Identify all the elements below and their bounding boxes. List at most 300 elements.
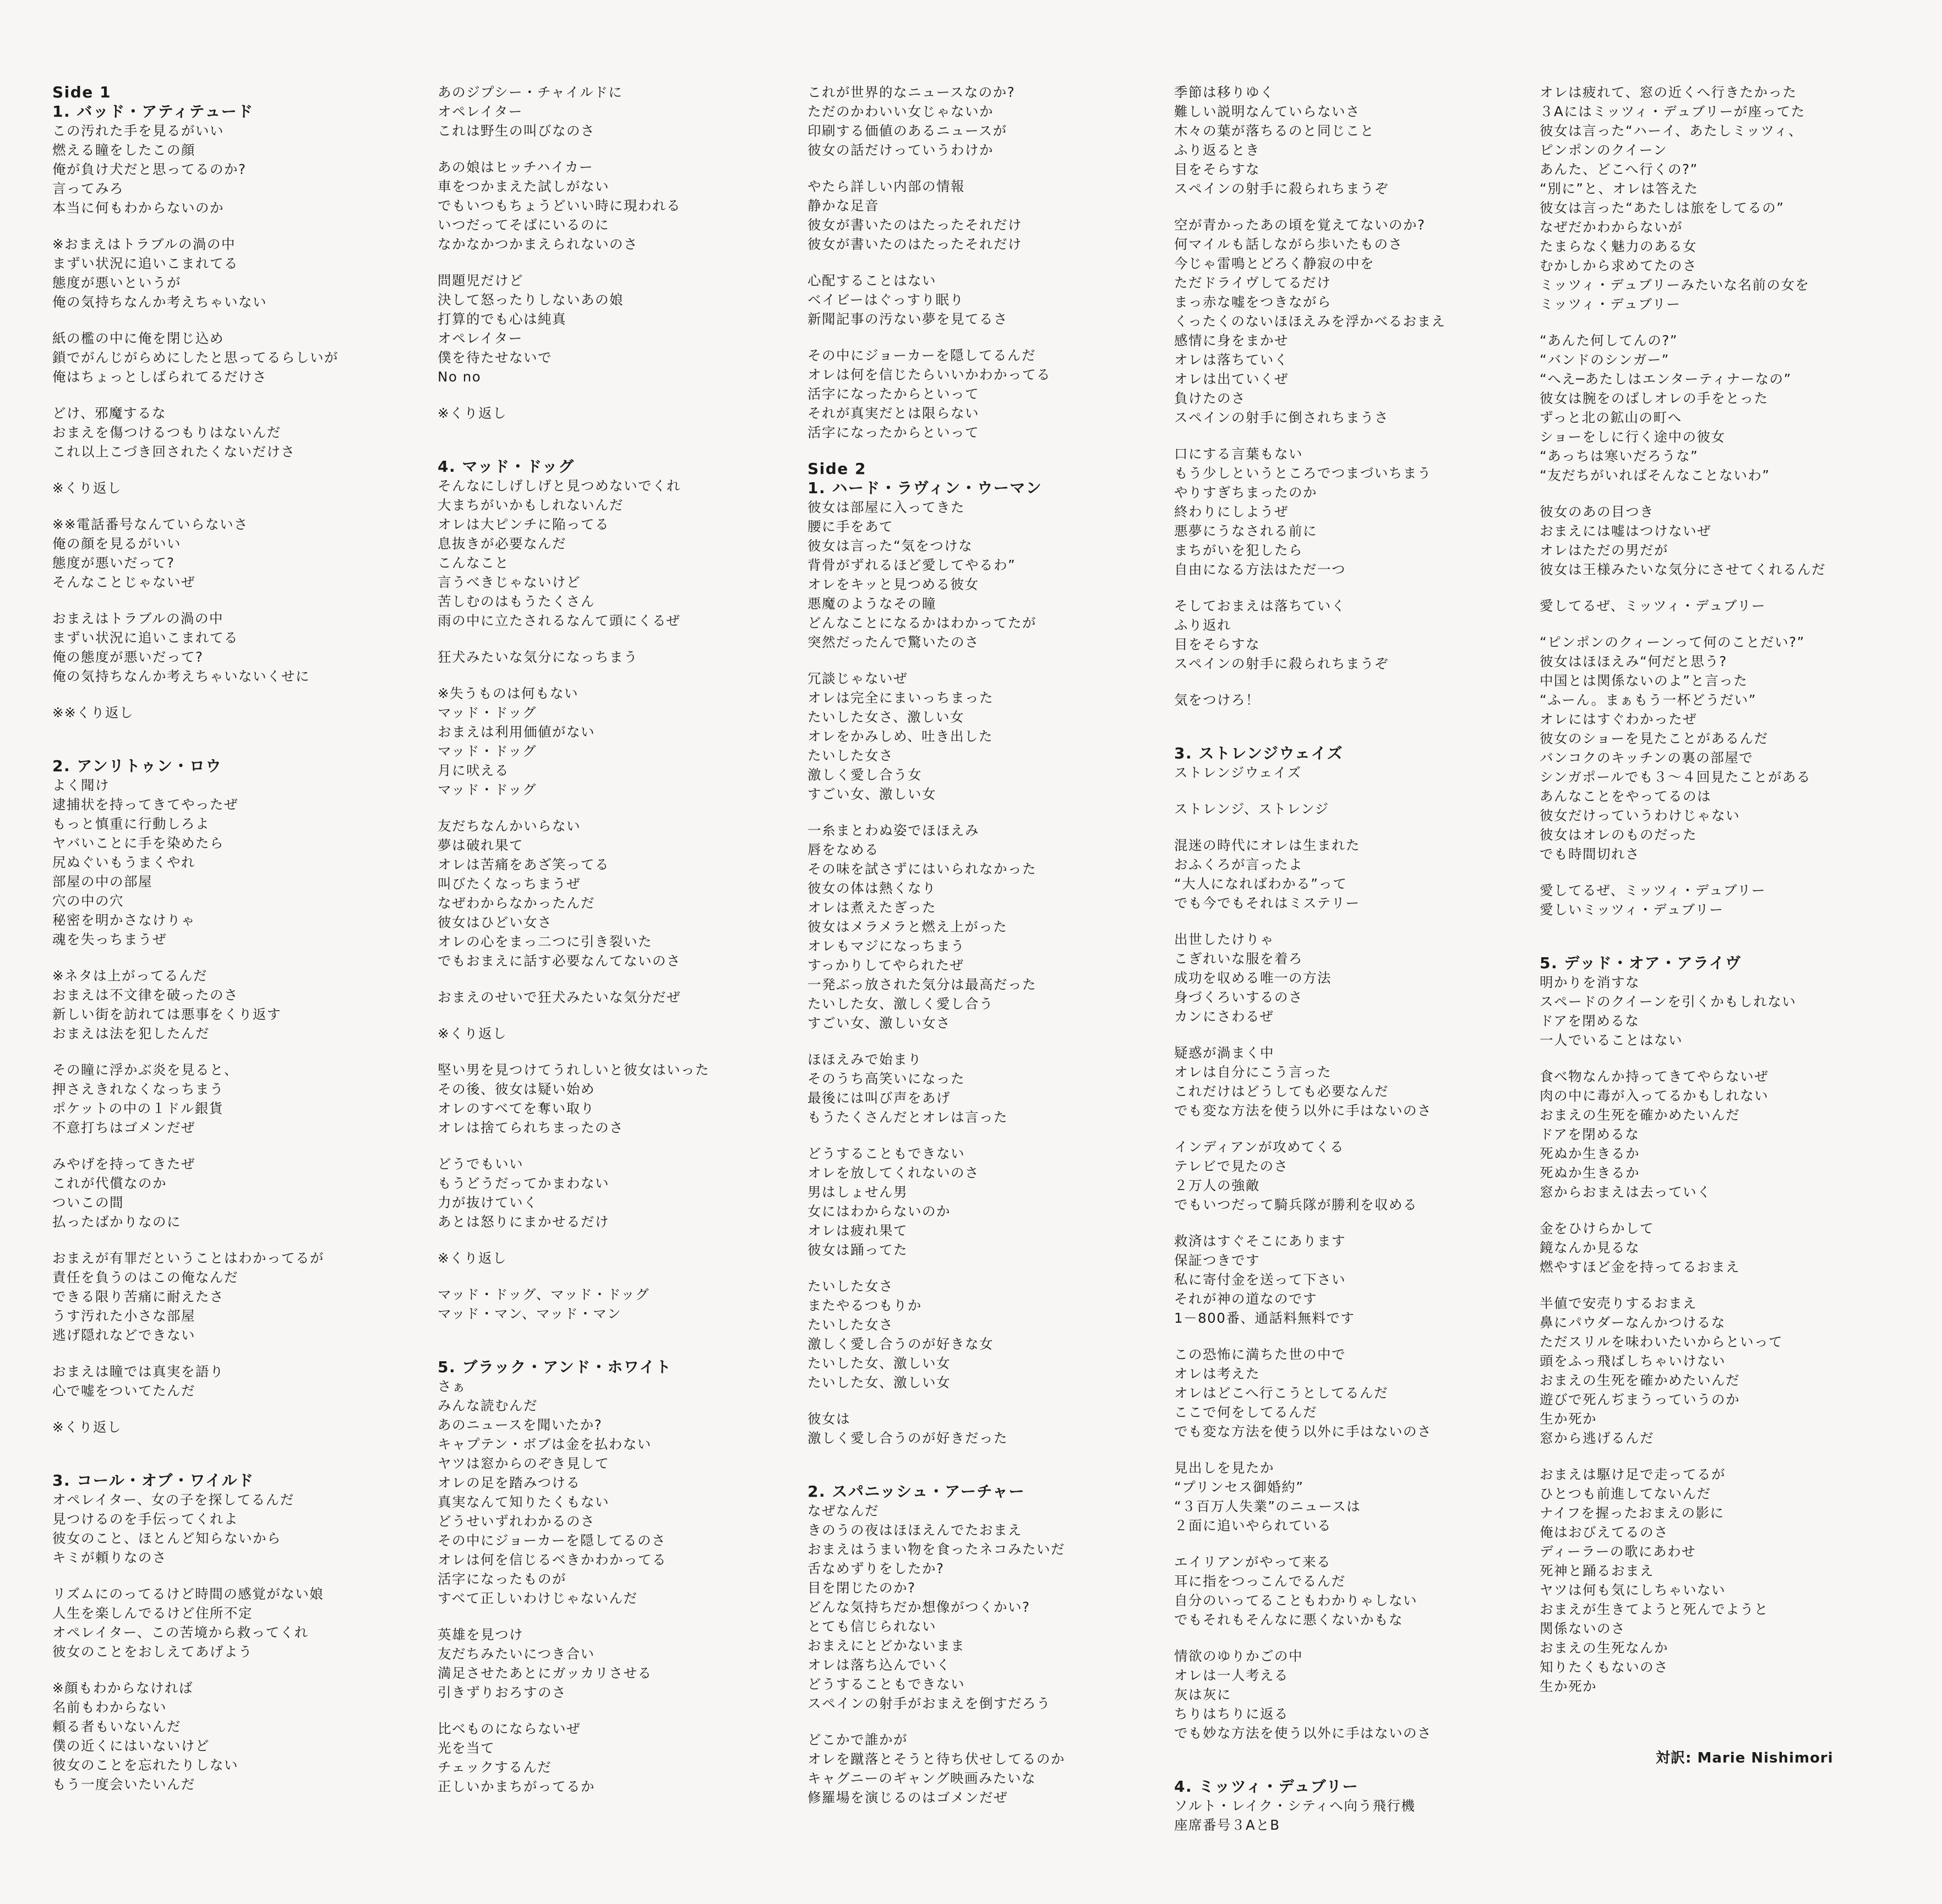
- stanza-gap: [52, 949, 405, 966]
- lyric-line: これ以上こづき回されたくないだけさ: [52, 444, 296, 460]
- stanza-gap: [52, 1043, 405, 1060]
- lyric-line: オレは苦痛をあざ笑ってる: [438, 856, 609, 872]
- lyric-line: 堅い男を見つけてうれしいと彼女はいった: [438, 1062, 710, 1078]
- lyric-line: 払ったばかりなのに: [52, 1214, 181, 1230]
- lyric-line: 言うべきじゃないけど: [438, 574, 581, 590]
- lyric-line: 季節は移りゆく: [1174, 84, 1274, 100]
- lyric-line: 一糸まとわぬ姿でほほえみ: [808, 822, 979, 838]
- stanza-gap: [52, 1231, 405, 1248]
- lyric-line: ３Aにはミッツィ・デュブリーが座ってた: [1540, 103, 1805, 119]
- song-title: 5. デッド・オア・アライヴ: [1540, 954, 1742, 972]
- lyric-line: ドアを閉めるな: [1540, 1126, 1640, 1142]
- lyric-line: 難しい説明なんていらないさ: [1174, 103, 1360, 119]
- lyric-line: 彼女だけっていうわけじゃない: [1540, 808, 1740, 823]
- stanza-gap: [808, 1259, 1160, 1276]
- stanza-gap: [808, 1713, 1160, 1730]
- lyric-line: ※ネタは上がってるんだ: [52, 968, 208, 984]
- stanza-gap: [52, 1400, 405, 1417]
- lyric-line: これが代償なのか: [52, 1175, 167, 1191]
- lyric-line: オレは大ピンチに陥ってる: [438, 516, 609, 532]
- lyric-line: 狂犬みたいな気分になっちまう: [438, 649, 638, 665]
- song-title: 1. バッド・アティテュード: [52, 102, 254, 121]
- lyric-line: 冗談じゃないぜ: [808, 670, 908, 686]
- lyric-line: 紙の檻の中に俺を閉じ込め: [52, 330, 224, 346]
- lyric-line: オレもマジになっちまう: [808, 938, 965, 954]
- lyric-line: オレはどこへ行こうとしてるんだ: [1174, 1385, 1389, 1401]
- lyric-line: 力が抜けていく: [438, 1194, 538, 1210]
- lyric-line: スペインの射手に殺られちまうぞ: [1174, 181, 1389, 197]
- lyric-line: もう一度会いたいんだ: [52, 1776, 195, 1792]
- lyric-line: おまえが有罪だということはわかってるが: [52, 1250, 324, 1266]
- lyric-line: 愛してるぜ、ミッツィ・デュブリー: [1540, 882, 1766, 898]
- lyric-line: どんな気持ちだか想像がつくかい?: [808, 1599, 1030, 1615]
- lyric-line: でも変な方法を使う以外に手はないのさ: [1174, 1423, 1432, 1439]
- lyric-line: たいした女さ: [808, 1317, 893, 1333]
- stanza-gap: [438, 1137, 790, 1154]
- lyric-line: 疑惑が渦まく中: [1174, 1045, 1274, 1061]
- stanza-gap: [1174, 710, 1526, 727]
- lyric-line: よく聞け: [52, 777, 110, 793]
- lyric-line: でもそれもそんなに悪くないかもな: [1174, 1612, 1403, 1628]
- lyric-line: 最後には叫び声をあげ: [808, 1090, 951, 1106]
- lyric-line: ※くり返し: [438, 1250, 508, 1266]
- lyric-line: すっかりしてやられたぜ: [808, 957, 964, 973]
- lyric-line: 窓から逃げるんだ: [1540, 1430, 1654, 1446]
- lyric-line: 見出しを見たか: [1174, 1460, 1274, 1476]
- lyric-line: たいした女、激しい女: [808, 1374, 951, 1390]
- lyric-line: 俺はおびえてるのさ: [1540, 1524, 1668, 1540]
- song-title: 2. スパニッシュ・アーチャー: [808, 1482, 1025, 1501]
- lyric-line: 打算的でも心は純真: [438, 311, 566, 327]
- stanza-gap: [1174, 427, 1526, 444]
- lyric-line: すごい女、激しい女: [808, 786, 936, 802]
- lyric-line: ストレンジ、ストレンジ: [1174, 801, 1329, 817]
- lyric-line: おまえの生死なんか: [1540, 1640, 1668, 1656]
- lyric-line: “ピンポンのクィーンって何のことだい?”: [1540, 634, 1805, 650]
- lyric-line: 彼女のショーを見たことがあるんだ: [1540, 730, 1769, 746]
- lyric-line: 新聞記事の汚ない夢を見てるさ: [808, 311, 1008, 327]
- lyric-line: 部屋の中の部屋: [52, 874, 152, 890]
- lyric-line: マッド・ドッグ、マッド・ドッグ: [438, 1286, 650, 1302]
- lyric-line: 光を当て: [438, 1740, 495, 1756]
- lyric-line: 彼女はひどい女さ: [438, 914, 552, 930]
- lyric-line: どうでもいい: [438, 1156, 523, 1172]
- stanza-gap: [438, 386, 790, 403]
- lyric-line: 俺の態度が悪いだって?: [52, 649, 204, 665]
- lyric-line: 彼女はほほえみ“何だと思う?: [1540, 653, 1727, 669]
- lyric-line: インディアンが攻めてくる: [1174, 1139, 1345, 1155]
- stanza-gap: [808, 652, 1160, 669]
- lyric-line: 私に寄付金を送って下さい: [1174, 1272, 1346, 1287]
- lyric-line: “バンドのシンガー”: [1540, 352, 1670, 368]
- lyric-line: 激しく愛し合う女: [808, 767, 922, 783]
- lyric-line: 満足させたあとにガッカリさせる: [438, 1665, 652, 1681]
- lyric-line: オレは落ち込んでいく: [808, 1657, 951, 1673]
- lyric-line: 押さえきれなくなっちまう: [52, 1081, 224, 1097]
- lyric-line: 成功を収める唯一の方法: [1174, 970, 1332, 986]
- lyric-line: 食べ物なんか持ってきてやらないぜ: [1540, 1068, 1769, 1084]
- lyric-line: 彼女は踊ってた: [808, 1242, 908, 1258]
- lyric-line: それが真実だとは限らない: [808, 405, 979, 421]
- lyric-line: 背骨がずれるほど愛してやるわ”: [808, 557, 1016, 573]
- lyric-line: 鼻にパウダーなんかつけるな: [1540, 1314, 1726, 1330]
- lyric-line: 苦しむのはもうたくさん: [438, 593, 595, 609]
- lyric-line: なぜなんだ: [808, 1503, 879, 1519]
- lyric-line: 印刷する価値のあるニュースが: [808, 123, 1007, 139]
- lyric-line: “友だちがいればそんなことないわ”: [1540, 467, 1770, 483]
- stanza-gap: [1174, 1760, 1526, 1777]
- lyric-line: すごい女、激しい女さ: [808, 1015, 951, 1031]
- stanza-gap: [808, 1448, 1160, 1465]
- lyric-line: これは野生の叫びなのさ: [438, 123, 595, 139]
- lyric-line: 終わりにしようぜ: [1174, 504, 1289, 520]
- lyric-line: 真実なんて知りたくもない: [438, 1494, 609, 1510]
- lyric-line: こんなこと: [438, 555, 509, 571]
- lyric-line: なぜわからなかったんだ: [438, 895, 595, 911]
- stanza-gap: [808, 329, 1160, 346]
- lyric-line: “プリンセス御婚約”: [1174, 1479, 1304, 1495]
- lyric-line: “別に”と、オレは答えた: [1540, 181, 1699, 197]
- lyric-line: ２面に追いやられている: [1174, 1518, 1332, 1534]
- lyric-line: “へえ─あたしはエンターティナーなの”: [1540, 371, 1792, 387]
- lyric-line: 突然だったんで驚いたのさ: [808, 634, 979, 650]
- stanza-gap: [1540, 485, 1892, 502]
- lyric-line: スペインの射手に殺られちまうぞ: [1174, 656, 1389, 672]
- lyric-line: オペレイター: [438, 330, 523, 346]
- song-title: 2. アンリトゥン・ロウ: [52, 757, 222, 775]
- lyric-line: その中にジョーカーを隠してるのさ: [438, 1532, 667, 1548]
- lyric-line: オレをキッと見つめる彼女: [808, 576, 979, 592]
- lyric-line: 俺の顔を見るがいい: [52, 536, 181, 552]
- lyric-line: そしておまえは落ちていく: [1174, 598, 1346, 614]
- lyric-line: 活字になったものが: [438, 1571, 566, 1587]
- lyric-line: でも妙な方法を使う以外に手はないのさ: [1174, 1725, 1432, 1741]
- stanza-gap: [438, 440, 790, 457]
- lyric-line: 座席番号３AとB: [1174, 1817, 1280, 1833]
- lyric-line: オレは疲れ果て: [808, 1223, 908, 1239]
- lyric-line: なぜだかわからないが: [1540, 219, 1683, 235]
- lyric-line: 燃える瞳をしたこの顔: [52, 142, 195, 158]
- lyric-line: 人生を楽しんでるけど住所不定: [52, 1605, 253, 1621]
- song-title: 4. マッド・ドッグ: [438, 457, 575, 476]
- stanza-gap: [52, 386, 405, 403]
- stanza-gap: [438, 1231, 790, 1248]
- lyric-line: オレは出ていくぜ: [1174, 371, 1289, 387]
- lyric-line: 激しく愛し合うのが好きだった: [808, 1430, 1008, 1446]
- lyric-line: またやるつもりか: [808, 1297, 922, 1313]
- stanza-gap: [52, 217, 405, 234]
- lyric-line: みやげを持ってきたぜ: [52, 1156, 195, 1172]
- lyric-line: “大人になればわかる”って: [1174, 876, 1348, 892]
- lyric-line: ※くり返し: [438, 1025, 508, 1041]
- lyric-line: 身づくろいするのさ: [1174, 989, 1303, 1005]
- lyric-line: あとは怒りにまかせるだけ: [438, 1214, 609, 1230]
- lyric-line: 負けたのさ: [1174, 390, 1246, 406]
- lyric-line: ※くり返し: [438, 405, 508, 421]
- lyric-line: 月に吠える: [438, 762, 509, 778]
- stanza-gap: [52, 1454, 405, 1471]
- stanza-gap: [438, 1340, 790, 1357]
- lyric-line: 秘密を明かさなけりゃ: [52, 912, 195, 928]
- lyric-line: カンにさわるぜ: [1174, 1008, 1274, 1024]
- lyric-line: 感情に身をまかせ: [1174, 332, 1289, 348]
- lyric-line: 知りたくもないのさ: [1540, 1659, 1668, 1675]
- stanza-gap: [1540, 579, 1892, 596]
- lyric-line: オレは考えた: [1174, 1366, 1260, 1382]
- lyric-line: 灰は灰に: [1174, 1687, 1231, 1703]
- lyric-line: 頼る者もいないんだ: [52, 1718, 181, 1734]
- lyric-line: オレは疲れて、窓の近くへ行きたかった: [1540, 84, 1797, 100]
- lyric-line: あのニュースを聞いたか?: [438, 1417, 603, 1433]
- stanza-gap: [808, 1392, 1160, 1409]
- lyric-line: 口にする言葉もない: [1174, 446, 1303, 462]
- lyric-line: おまえは瞳では真実を語り: [52, 1363, 224, 1379]
- lyric-line: 死神と踊るおまえ: [1540, 1563, 1654, 1579]
- lyric-line: 静かな足音: [808, 198, 879, 214]
- lyric-line: 言ってみろ: [52, 181, 124, 197]
- lyric-line: 彼女のあの目つき: [1540, 504, 1654, 520]
- lyric-line: 男はしょせん男: [808, 1184, 908, 1200]
- lyric-line: マッド・ドッグ: [438, 705, 537, 721]
- lyric-line: ※顔もわからなければ: [52, 1680, 194, 1696]
- lyric-line: ミッツィ・デュブリー: [1540, 296, 1681, 312]
- lyric-line: まちがいを犯したら: [1174, 542, 1303, 558]
- lyric-line: 救済はすぐそこにあります: [1174, 1233, 1346, 1249]
- lyric-line: ※くり返し: [52, 1419, 122, 1435]
- lyric-line: きのうの夜はほほえんでたおまえ: [808, 1522, 1022, 1538]
- stanza-gap: [52, 686, 405, 703]
- lyric-line: オペレイター: [438, 103, 523, 119]
- lyric-line: オレをかみしめ、吐き出した: [808, 728, 994, 744]
- lyric-line: うす汚れた小さな部屋: [52, 1308, 195, 1324]
- lyric-line: もうたくさんだとオレは言った: [808, 1109, 1008, 1125]
- stanza-gap: [1174, 579, 1526, 596]
- lyric-line: 遊びで死んぢまうっていうのか: [1540, 1392, 1740, 1407]
- stanza-gap: [52, 312, 405, 329]
- lyric-line: 死ぬか生きるか: [1540, 1145, 1640, 1161]
- lyric-line: そんなことじゃないぜ: [52, 574, 195, 590]
- lyric-line: 燃やすほど金を持ってるおまえ: [1540, 1259, 1740, 1275]
- lyric-line: 彼女が書いたのはたったそれだけ: [808, 236, 1022, 252]
- lyric-line: キミが頼りなのさ: [52, 1550, 167, 1565]
- stanza-gap: [1540, 1202, 1892, 1219]
- lyric-line: その中にジョーカーを隠してるんだ: [808, 347, 1037, 363]
- lyric-line: オレは煮えたぎった: [808, 899, 936, 915]
- lyric-line: 腰に手をあて: [808, 519, 893, 534]
- song-title: 3. コール・オブ・ワイルド: [52, 1471, 254, 1490]
- lyric-line: おふくろが言ったよ: [1174, 856, 1303, 872]
- lyric-line: たまらなく魅力のある女: [1540, 238, 1697, 254]
- lyrics-column-4: [1174, 83, 1526, 1835]
- lyric-line: 金をひけらかして: [1540, 1220, 1654, 1236]
- lyric-line: 1－800番、通話料無料です: [1174, 1310, 1355, 1326]
- lyric-line: オレを放してくれないのさ: [808, 1165, 979, 1181]
- lyric-line: でも変な方法を使う以外に手はないのさ: [1174, 1103, 1432, 1119]
- lyric-line: おまえのせいで狂犬みたいな気分だぜ: [438, 989, 681, 1005]
- lyric-line: 態度が悪いだって?: [52, 555, 175, 571]
- stanza-gap: [808, 804, 1160, 821]
- lyric-line: 関係ないのさ: [1540, 1621, 1625, 1636]
- lyric-line: ヤバいことに手を染めたら: [52, 835, 224, 851]
- lyric-line: なかなかつかまえられないのさ: [438, 236, 638, 252]
- lyric-line: 気をつけろ！: [1174, 692, 1260, 708]
- lyric-line: 空が青かったあの頃を覚えてないのか?: [1174, 217, 1426, 233]
- lyric-line: ひとつも前進してないんだ: [1540, 1486, 1711, 1502]
- lyric-line: でも時間切れさ: [1540, 846, 1640, 862]
- lyric-line: 心で嘘をついてたんだ: [52, 1383, 195, 1399]
- lyric-line: たいした女さ: [808, 1278, 893, 1294]
- stanza-gap: [1540, 314, 1892, 331]
- lyric-line: マッド・マン、マッド・マン: [438, 1306, 622, 1322]
- stanza-gap: [1174, 727, 1526, 744]
- lyric-line: あの娘はヒッチハイカー: [438, 159, 594, 175]
- lyric-line: おまえは法を犯したんだ: [52, 1025, 210, 1041]
- lyric-line: ※※電話番号なんていらないさ: [52, 516, 249, 532]
- lyric-line: ふり返れ: [1174, 617, 1231, 633]
- lyrics-column-3: [808, 83, 1160, 1807]
- lyric-line: たいした女、激しく愛し合う: [808, 996, 994, 1012]
- lyric-line: おまえにとどかないまま: [808, 1638, 965, 1654]
- lyric-line: まずい状況に追いこまれてる: [52, 630, 238, 646]
- lyric-line: それが神の道なのです: [1174, 1291, 1317, 1307]
- lyric-line: 逃げ隠れなどできない: [52, 1327, 195, 1343]
- stanza-gap: [1174, 1743, 1526, 1760]
- lyric-line: おまえはトラブルの渦の中: [52, 610, 224, 626]
- lyric-line: おまえには嘘はつけないぜ: [1540, 523, 1711, 539]
- lyric-line: どうせいずれわかるのさ: [438, 1513, 595, 1529]
- lyric-line: ショーをしに行く途中の彼女: [1540, 429, 1726, 445]
- lyric-line: 尻ぬぐいもうまくやれ: [52, 854, 195, 870]
- lyric-line: 木々の葉が落ちるのと同じこと: [1174, 123, 1374, 139]
- lyric-line: そんなにしげしげと見つめないでくれ: [438, 478, 681, 494]
- lyric-line: キャグニーのギャング映画みたいな: [808, 1770, 1037, 1786]
- stanza-gap: [1174, 782, 1526, 799]
- lyric-line: おまえは利用価値がない: [438, 724, 595, 740]
- lyric-line: ただスリルを味わいたいからといって: [1540, 1334, 1783, 1350]
- song-title: 1. ハード・ラヴィン・ウーマン: [808, 479, 1043, 497]
- lyric-line: どんなことになるかはわかってたが: [808, 615, 1037, 631]
- translation-credit: 対訳: Marie Nishimori: [1656, 1750, 1834, 1766]
- lyric-line: この恐怖に満ちた世の中で: [1174, 1346, 1346, 1362]
- lyric-line: ついこの間: [52, 1194, 124, 1210]
- lyric-line: 悪魔のようなその瞳: [808, 596, 936, 612]
- lyric-line: 悪夢にうなされる前に: [1174, 523, 1317, 539]
- lyric-line: 生か死か: [1540, 1678, 1597, 1694]
- lyric-line: でもいつもちょうどいい時に現われる: [438, 198, 681, 214]
- lyric-line: 心配することはない: [808, 272, 936, 288]
- lyric-line: 唇をなめる: [808, 842, 879, 858]
- lyric-line: 自由になる方法はただ一つ: [1174, 561, 1346, 577]
- lyric-line: 英雄を見つけ: [438, 1627, 523, 1643]
- lyric-line: 活字になったからといって: [808, 424, 979, 440]
- lyric-line: ※※くり返し: [52, 705, 134, 721]
- stanza-gap: [1174, 1026, 1526, 1043]
- lyric-line: オペレイター、女の子を探してるんだ: [52, 1492, 294, 1508]
- lyric-line: 彼女は部屋に入ってきた: [808, 499, 965, 515]
- stanza-gap: [438, 1043, 790, 1060]
- lyric-line: 決して怒ったりしないあの娘: [438, 292, 624, 308]
- lyric-line: オレはただの男だが: [1540, 542, 1668, 558]
- lyric-line: ミッツィ・デュブリーみたいな名前の女を: [1540, 277, 1810, 293]
- lyric-line: 穴の中の穴: [52, 893, 124, 909]
- side-label: Side 1: [52, 83, 112, 101]
- lyric-line: これだけはどうしても必要なんだ: [1174, 1083, 1389, 1099]
- lyric-line: スペインの射手がおまえを倒すだろう: [808, 1695, 1051, 1711]
- lyric-line: あのジプシー・チャイルドに: [438, 84, 623, 100]
- stanza-gap: [1540, 1448, 1892, 1465]
- lyric-line: 本当に何もわからないのか: [52, 200, 224, 216]
- lyric-line: “あっちは寒いだろうな”: [1540, 448, 1699, 464]
- lyric-line: 友だちなんかいらない: [438, 818, 581, 834]
- lyric-line: 友だちみたいにつき合い: [438, 1646, 595, 1662]
- stanza-gap: [52, 461, 405, 478]
- lyric-line: ベイビーはぐっすり眠り: [808, 292, 964, 308]
- lyric-line: 目をそらすな: [1174, 161, 1260, 177]
- lyric-line: 彼女は: [808, 1411, 850, 1427]
- lyric-line: できる限り苦痛に耐えたさ: [52, 1289, 224, 1305]
- lyric-line: でもいつだって騎兵隊が勝利を収める: [1174, 1197, 1417, 1213]
- lyric-line: 一発ぶっ放された気分は最高だった: [808, 976, 1037, 992]
- lyric-line: やたら詳しい内部の情報: [808, 178, 965, 194]
- lyric-line: ちりはちりに返る: [1174, 1706, 1289, 1722]
- lyric-line: 肉の中に毒が入ってるかもしれない: [1540, 1088, 1769, 1104]
- stanza-gap: [1540, 864, 1892, 881]
- lyric-line: 魂を失っちまうぜ: [52, 931, 167, 947]
- lyric-line: とても信じられない: [808, 1618, 936, 1634]
- lyric-line: ポケットの中の１ドル銀貨: [52, 1100, 223, 1116]
- lyric-line: むかしから求めてたのさ: [1540, 258, 1697, 274]
- lyric-line: 舌なめずりをしたか?: [808, 1561, 945, 1576]
- stanza-gap: [52, 1137, 405, 1154]
- stanza-gap: [808, 254, 1160, 271]
- lyric-line: 一人でいることはない: [1540, 1032, 1683, 1048]
- lyric-line: まずい状況に追いこまれてる: [52, 255, 238, 271]
- lyric-line: ヤツは窓からのぞき見して: [438, 1455, 609, 1471]
- lyric-line: その味を試さずにはいられなかった: [808, 861, 1037, 877]
- stanza-gap: [1540, 1050, 1892, 1067]
- stanza-gap: [1174, 1214, 1526, 1231]
- lyric-line: 問題児だけど: [438, 272, 523, 288]
- lyric-line: 情欲のゆりかごの中: [1174, 1648, 1303, 1664]
- lyric-line: おまえは駆け足で走ってるが: [1540, 1466, 1726, 1482]
- lyric-line: 彼女は腕をのばしオレの手をとった: [1540, 390, 1769, 406]
- lyric-line: みんな読むんだ: [438, 1398, 538, 1414]
- lyric-line: 名前もわからない: [52, 1699, 167, 1715]
- lyric-line: やりすぎちまったのか: [1174, 484, 1317, 500]
- lyric-line: 窓からおまえは去っていく: [1540, 1184, 1711, 1200]
- lyric-line: 混迷の時代にオレは生まれた: [1174, 837, 1360, 853]
- lyric-line: ほほえみで始まり: [808, 1051, 922, 1067]
- stanza-gap: [1174, 819, 1526, 836]
- lyric-line: たいした女さ、激しい女: [808, 709, 965, 725]
- stanza-gap: [438, 1702, 790, 1719]
- lyric-line: 息抜きが必要なんだ: [438, 536, 566, 552]
- lyrics-column-1: [52, 83, 405, 1794]
- lyric-line: オレの足を踏みつける: [438, 1475, 581, 1491]
- lyric-line: 俺が負け犬だと思ってるのか?: [52, 161, 247, 177]
- stanza-gap: [808, 1465, 1160, 1482]
- lyric-line: 愛しいミッツィ・デュブリー: [1540, 902, 1724, 918]
- lyric-line: テレビで見たのさ: [1174, 1158, 1289, 1174]
- lyric-line: その後、彼女は疑い始め: [438, 1081, 595, 1097]
- lyric-line: オレは何を信じたらいいかわかってる: [808, 367, 1051, 383]
- lyric-line: 彼女が書いたのはたったそれだけ: [808, 217, 1022, 233]
- lyric-line: ソルト・レイク・シティへ向う飛行機: [1174, 1798, 1416, 1814]
- lyric-line: 何マイルも話しながら歩いたものさ: [1174, 236, 1403, 252]
- lyric-line: オレのすべてを奪い取り: [438, 1100, 595, 1116]
- lyric-line: 生か死か: [1540, 1411, 1597, 1427]
- stanza-gap: [52, 739, 405, 756]
